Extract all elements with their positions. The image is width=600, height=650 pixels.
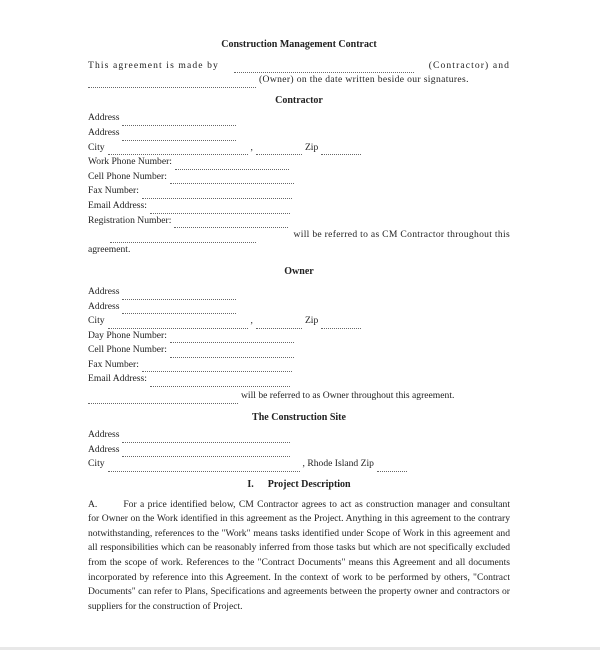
owner-fax [88, 358, 510, 373]
contractor-referred-end: agreement. [88, 243, 131, 255]
field-label: , Rhode Island Zip [302, 458, 374, 470]
owner-address-2-field[interactable] [122, 303, 236, 314]
field-label: Email Address: [88, 199, 147, 211]
owner-day-phone-field[interactable] [170, 332, 294, 343]
owner-cell-phone-field[interactable] [170, 347, 294, 358]
site-city-field[interactable] [108, 461, 300, 472]
owner-email [88, 372, 510, 387]
contractor-city-field[interactable] [108, 144, 248, 155]
field-label: Registration Number: [88, 214, 172, 226]
owner-referred-line [88, 389, 510, 404]
contractor-work-phone-field[interactable] [175, 159, 289, 170]
site-heading: The Construction Site [252, 411, 346, 423]
field-label: Address [88, 126, 120, 138]
field-label: Work Phone Number: [88, 156, 172, 168]
contractor-name-field[interactable] [234, 62, 414, 73]
contractor-email-field[interactable] [150, 203, 290, 214]
intro-line-2 [88, 73, 510, 88]
document-title: Construction Management Contract [221, 39, 377, 50]
site-address-1-field[interactable] [122, 432, 290, 443]
contractor-cell-phone-field[interactable] [170, 173, 294, 184]
site-zip-field[interactable] [377, 461, 407, 472]
owner-cell-phone [88, 343, 510, 358]
owner-zip-field[interactable] [321, 318, 361, 329]
owner-name-field[interactable] [88, 77, 256, 88]
field-label: Address [88, 443, 120, 455]
contractor-work-phone [88, 155, 510, 170]
owner-address-1 [88, 285, 510, 300]
contractor-cell-phone [88, 170, 510, 185]
owner-city-field[interactable] [108, 318, 248, 329]
contractor-address-2-field[interactable] [122, 130, 236, 141]
site-city-zip [88, 457, 510, 472]
contractor-email [88, 199, 510, 214]
owner-address-1-field[interactable] [122, 289, 236, 300]
field-label: City [88, 141, 105, 153]
site-address-2 [88, 443, 510, 458]
contractor-referred-name-field[interactable] [110, 232, 256, 243]
section-1-paragraph-a [88, 498, 510, 615]
owner-email-field[interactable] [150, 376, 290, 387]
contractor-registration-field[interactable] [174, 217, 288, 228]
contractor-fax [88, 184, 510, 199]
owner-city-zip [88, 314, 510, 329]
contractor-fax-field[interactable] [142, 188, 292, 199]
field-label: Address [88, 112, 120, 124]
field-label: Day Phone Number: [88, 329, 167, 341]
contractor-address-2 [88, 126, 510, 141]
contractor-state-field[interactable] [256, 144, 302, 155]
section-1-heading [88, 478, 510, 493]
site-address-2-field[interactable] [122, 446, 290, 457]
field-label: Address [88, 285, 120, 297]
comma: , [250, 315, 253, 327]
referred-text: will be referred to as CM Contractor throughout this [293, 229, 510, 241]
field-label: City [88, 315, 105, 327]
field-label: Cell Phone Number: [88, 344, 167, 356]
field-label: Zip [304, 141, 319, 153]
contractor-address-1-field[interactable] [122, 115, 236, 126]
owner-fax-field[interactable] [142, 361, 292, 372]
field-label: Cell Phone Number: [88, 170, 167, 182]
referred-text: will be referred to as Owner throughout this agreement. [241, 390, 455, 402]
contractor-referred-line [88, 228, 510, 243]
owner-referred-name-field[interactable] [88, 393, 238, 404]
paragraph-label: A. [88, 498, 98, 510]
field-label: City [88, 458, 105, 470]
owner-day-phone [88, 329, 510, 344]
field-label: Fax Number: [88, 185, 139, 197]
field-label: Address [88, 300, 120, 312]
comma: , [250, 141, 253, 153]
owner-address-2 [88, 300, 510, 315]
intro-line-1 [88, 59, 510, 74]
contractor-city-zip [88, 141, 510, 156]
contractor-registration [88, 214, 510, 229]
intro-text-2: (Owner) on the date written beside our signatures. [259, 74, 469, 86]
field-label: Fax Number: [88, 358, 139, 370]
section-title: Project Description [267, 479, 351, 491]
field-label: Address [88, 429, 120, 441]
intro-text-1a: This agreement is made by [88, 59, 219, 71]
contractor-heading: Contractor [275, 94, 323, 106]
intro-text-1b: (Contractor) and [428, 59, 510, 71]
site-address-1 [88, 428, 510, 443]
contractor-address-1 [88, 111, 510, 126]
contractor-zip-field[interactable] [321, 144, 361, 155]
contract-body [88, 38, 510, 614]
paragraph-text: For a price identified below, CM Contractor agrees to act as construction manager and consultant for Owner on the Work identified in this agreement as the Project. Anything in this agreement to the contrary notwithstanding, references to the "Work" means tasks identified under Scope of Work in this agreement and all responsibilities which can be reasonably inferred from those tasks but which are not specifically excluded from the scope of work. References to the "Contract Documents" means this Agreement and all documents incorporated by reference into this Agreement. In the context of work to be performed by others, "Contract Documents" can refer to Plans, Specifications and agreements between the property owner and contractors or suppliers for the construction of Project. [88, 498, 510, 612]
field-label: Zip [304, 315, 319, 327]
owner-state-field[interactable] [256, 318, 302, 329]
field-label: Email Address: [88, 373, 147, 385]
owner-heading: Owner [284, 266, 314, 278]
section-number: I. [247, 479, 254, 491]
